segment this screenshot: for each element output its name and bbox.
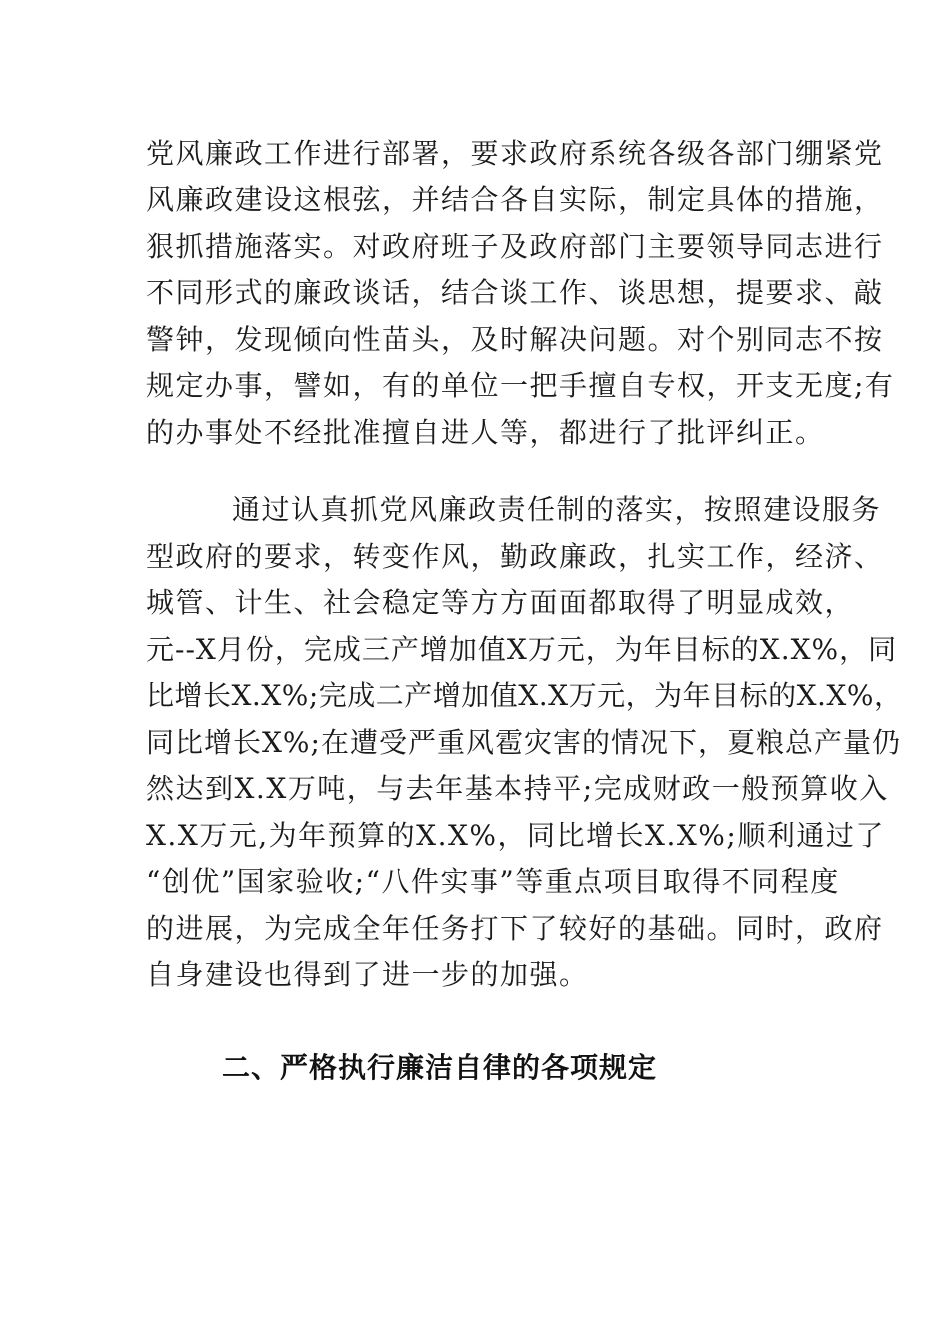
paragraph-1-line: 的办事处不经批准擅自进人等，都进行了批评纠正。 xyxy=(146,416,825,449)
paragraph-1-line: 警钟，发现倾向性苗头，及时解决问题。对个别同志不按 xyxy=(146,323,884,356)
paragraph-2-line: 同比增长X%;在遭受严重风雹灾害的情况下，夏粮总产量仍 xyxy=(146,726,901,759)
section-heading: 二、严格执行廉洁自律的各项规定 xyxy=(222,1051,658,1084)
paragraph-2-line: “创优”国家验收;“八件实事”等重点项目取得不同程度 xyxy=(146,865,840,898)
paragraph-2-line: 自身建设也得到了进一步的加强。 xyxy=(146,958,589,991)
paragraph-1-line: 党风廉政工作进行部署，要求政府系统各级各部门绷紧党 xyxy=(146,137,884,170)
paragraph-2-line: 的进展，为完成全年任务打下了较好的基础。同时，政府 xyxy=(146,912,884,945)
paragraph-2-line: 然达到X.X万吨，与去年基本持平;完成财政一般预算收入 xyxy=(146,772,889,805)
paragraph-2-line: 比增长X.X%;完成二产增加值X.X万元，为年目标的X.X%， xyxy=(146,679,903,712)
paragraph-2-line: X.X万元,为年预算的X.X%，同比增长X.X%;顺利通过了 xyxy=(146,819,885,852)
paragraph-2-line: 元--X月份，完成三产增加值X万元，为年目标的X.X%，同 xyxy=(146,633,898,666)
paragraph-1-line: 规定办事，譬如，有的单位一把手擅自专权，开支无度;有 xyxy=(146,369,895,402)
paragraph-1-line: 狠抓措施落实。对政府班子及政府部门主要领导同志进行 xyxy=(146,230,884,263)
paragraph-2-line: 型政府的要求，转变作风，勤政廉政，扎实工作，经济、 xyxy=(146,540,884,573)
paragraph-2-line: 城管、计生、社会稳定等方方面面都取得了明显成效， xyxy=(146,586,855,619)
paragraph-2-line: 通过认真抓党风廉政责任制的落实，按照建设服务 xyxy=(232,493,882,526)
paragraph-1-line: 不同形式的廉政谈话，结合谈工作、谈思想，提要求、敲 xyxy=(146,276,884,309)
paragraph-1-line: 风廉政建设这根弦，并结合各自实际，制定具体的措施， xyxy=(146,183,884,216)
